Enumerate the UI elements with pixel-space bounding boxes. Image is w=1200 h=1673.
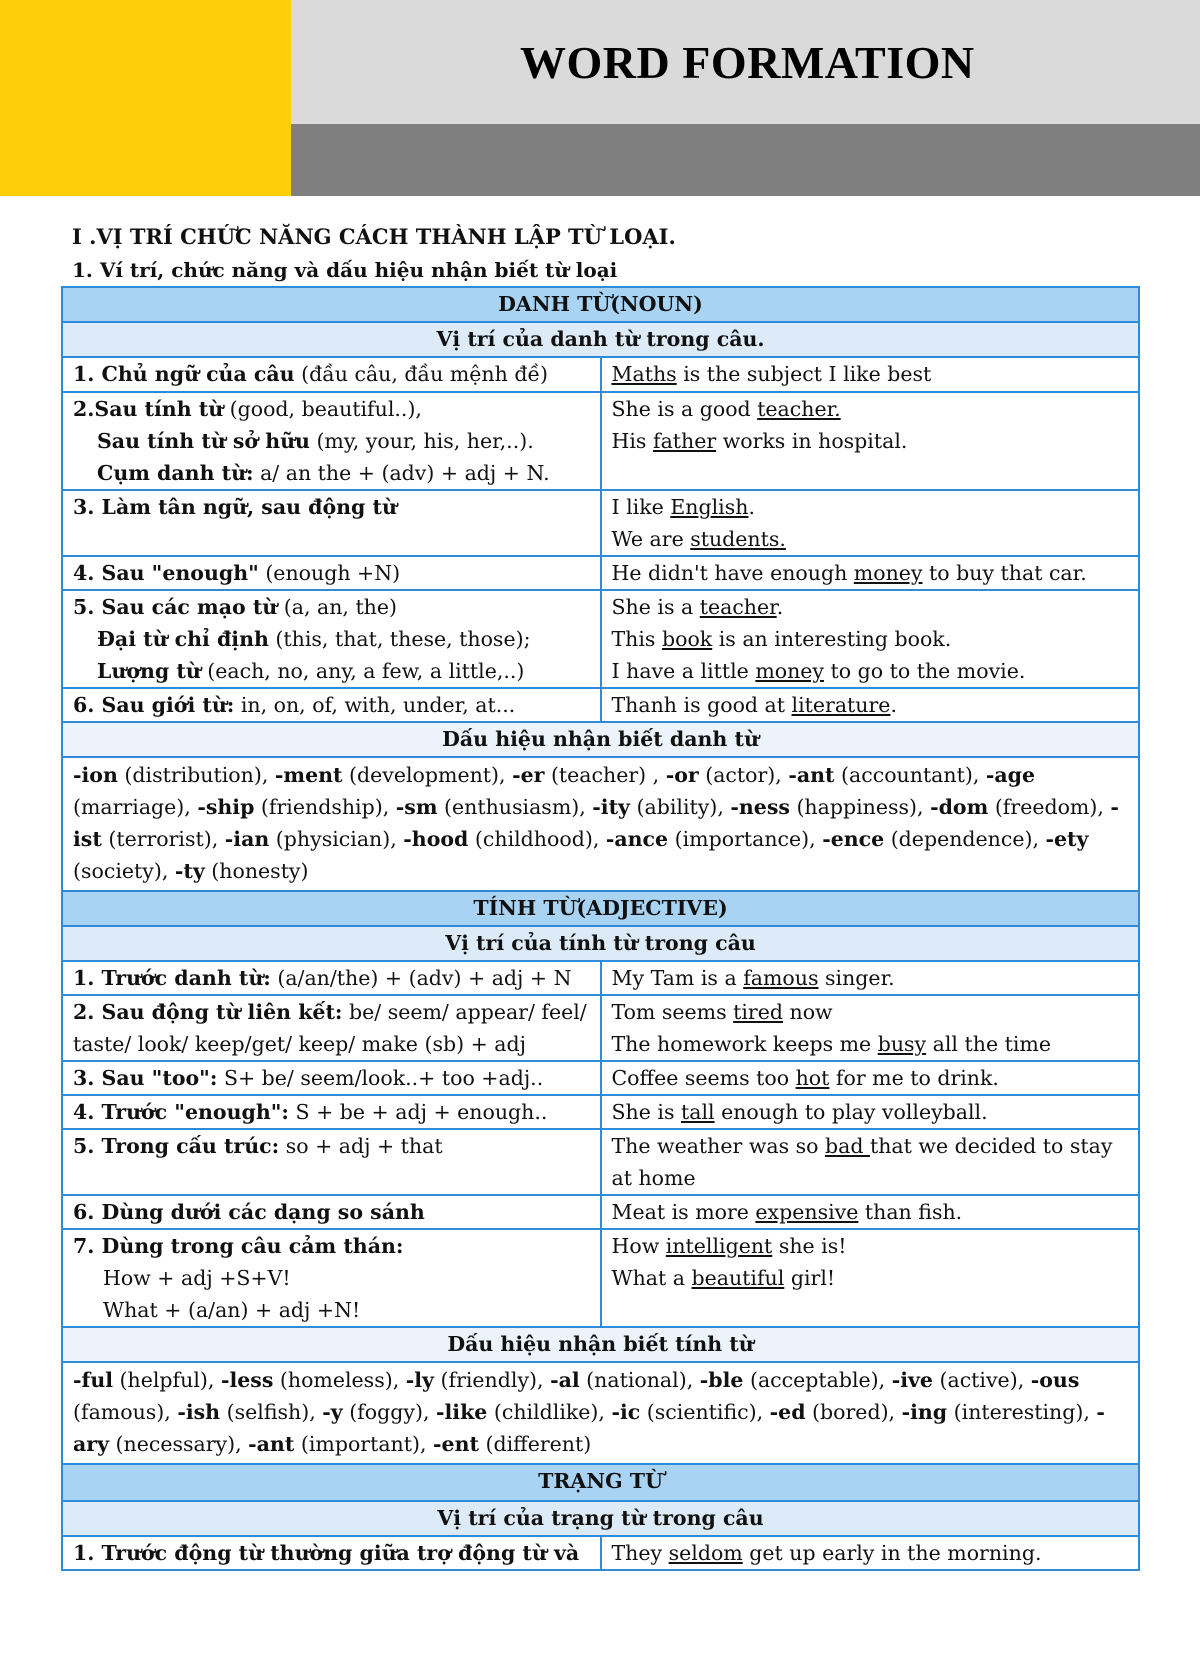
rule-keyword: 1. Trước danh từ: <box>73 966 271 990</box>
noun-rule-line <box>73 393 590 425</box>
example-highlight-word: seldom <box>668 1541 743 1565</box>
suffix: -ing <box>901 1400 948 1424</box>
rule-keyword: Lượng từ <box>97 659 201 683</box>
suffix-example: (interesting), <box>947 1400 1097 1424</box>
noun-rule-cell <box>62 392 601 490</box>
adjective-rule-line <box>73 1196 590 1228</box>
example-text: This <box>611 627 662 651</box>
noun-position-title-row <box>62 322 1139 357</box>
rule-text: (good, beautiful..), <box>223 397 422 421</box>
example-text: The weather was so <box>611 1134 825 1158</box>
rule-keyword: 2.Sau tính từ <box>73 397 224 421</box>
example-highlight-word: students. <box>690 527 786 551</box>
adjective-example-cell <box>601 995 1140 1061</box>
document-title: WORD FORMATION <box>520 37 975 88</box>
adjective-example-cell <box>601 1129 1140 1195</box>
suffix-example: (childlike), <box>487 1400 612 1424</box>
adverb-section-title: TRẠNG TỪ <box>62 1464 1139 1501</box>
rule-text: S+ be/ seem/look..+ too +adj.. <box>217 1066 544 1090</box>
noun-row <box>62 556 1139 590</box>
example-text: that we decided to stay <box>869 1134 1113 1158</box>
word-formation-table <box>61 286 1140 1571</box>
adjective-rule-cell <box>62 1095 601 1129</box>
adjective-row <box>62 1095 1139 1129</box>
suffix: -less <box>220 1368 274 1392</box>
suffix: -ed <box>769 1400 806 1424</box>
suffix: -ty <box>174 859 205 883</box>
adjective-signs-title-row <box>62 1327 1139 1362</box>
adjective-rule-line <box>73 962 590 994</box>
header-yellow-block <box>0 0 291 196</box>
suffix: -ish <box>177 1400 221 1424</box>
adjective-signs-text <box>62 1362 1139 1464</box>
suffix-example: (physician), <box>269 827 404 851</box>
noun-row <box>62 490 1139 556</box>
rule-text: (this, that, these, those); <box>268 627 531 651</box>
noun-signs-title-row <box>62 722 1139 757</box>
noun-example-cell <box>601 688 1140 722</box>
adverb-position-title: Vị trí của trạng từ trong câu <box>62 1501 1139 1536</box>
example-text: How <box>611 1234 666 1258</box>
rule-text: S + be + adj + enough.. <box>289 1100 548 1124</box>
example-text: He didn't have enough <box>611 561 854 585</box>
suffix: -al <box>550 1368 580 1392</box>
suffix-example: (terrorist), <box>101 827 225 851</box>
example-text: I like <box>611 495 671 519</box>
adjective-rule-cell <box>62 1129 601 1195</box>
suffix: -ety <box>1045 827 1089 851</box>
adjective-example-cell <box>601 1095 1140 1129</box>
noun-example-cell <box>601 490 1140 556</box>
suffix: -dom <box>930 795 989 819</box>
example-highlight-word: book <box>661 627 713 651</box>
noun-example-line <box>612 491 1129 523</box>
suffix-example: (distribution), <box>117 763 275 787</box>
suffix-example: (actor), <box>698 763 789 787</box>
noun-rule-line <box>73 591 590 623</box>
noun-signs-row <box>62 757 1139 891</box>
noun-example-cell <box>601 590 1140 688</box>
rule-keyword: 7. Dùng trong câu cảm thán: <box>73 1234 404 1258</box>
noun-rule-cell <box>62 490 601 556</box>
noun-rule-line <box>73 358 590 390</box>
adjective-row <box>62 1129 1139 1195</box>
example-highlight-word: money <box>853 561 923 585</box>
suffix: -ary <box>73 1400 1105 1456</box>
noun-example-line <box>612 689 1129 721</box>
adverb-example-cell <box>601 1536 1140 1570</box>
adjective-rule-cell <box>62 961 601 995</box>
suffix-example: (dependence), <box>884 827 1046 851</box>
rule-text: (a/an/the) + (adv) + adj + N <box>270 966 572 990</box>
example-text: . <box>748 495 755 519</box>
rule-text: How + adj +S+V! <box>103 1266 291 1290</box>
adjective-rule-line <box>73 1130 590 1162</box>
suffix-example: (important), <box>294 1432 434 1456</box>
rule-text: (each, no, any, a few, a little,..) <box>200 659 525 683</box>
noun-example-line <box>612 358 1129 390</box>
suffix-example: (necessary), <box>109 1432 249 1456</box>
noun-row <box>62 590 1139 688</box>
noun-rule-line <box>73 557 590 589</box>
suffix: -y <box>322 1400 343 1424</box>
suffix-example: (enthusiasm), <box>437 795 593 819</box>
example-text: to buy that car. <box>922 561 1087 585</box>
example-text: My Tam is a <box>611 966 744 990</box>
rule-keyword: 1. Chủ ngữ của câu <box>73 362 295 386</box>
noun-rule-cell <box>62 688 601 722</box>
suffix: -ity <box>592 795 630 819</box>
adjective-rule-cell <box>62 1229 601 1327</box>
noun-row <box>62 392 1139 490</box>
adjective-example-line <box>612 1262 1129 1294</box>
suffix: -ment <box>274 763 343 787</box>
suffix: -ent <box>433 1432 479 1456</box>
adjective-rule-line <box>73 1096 590 1128</box>
rule-keyword: Đại từ chỉ định <box>97 627 269 651</box>
example-text: now <box>783 1000 833 1024</box>
noun-example-line <box>612 523 1129 555</box>
suffix: -ic <box>611 1400 641 1424</box>
suffix-example: (helpful), <box>113 1368 221 1392</box>
example-text: is an interesting book. <box>712 627 952 651</box>
example-highlight-word: teacher <box>699 595 777 619</box>
suffix-example: (marriage), <box>73 795 198 819</box>
noun-rule-cell <box>62 357 601 392</box>
adjective-rule-cell <box>62 1061 601 1095</box>
example-text: The homework keeps me <box>611 1032 878 1056</box>
example-text: singer. <box>818 966 895 990</box>
noun-signs-text <box>62 757 1139 891</box>
adjective-example-line <box>612 1028 1129 1060</box>
suffix-example: (accountant), <box>834 763 986 787</box>
example-text: than fish. <box>858 1200 963 1224</box>
adjective-rule-cell <box>62 995 601 1061</box>
noun-rule-line <box>73 457 590 489</box>
example-text: They <box>611 1541 669 1565</box>
sub-heading-number: 1. <box>72 258 93 282</box>
example-text: at home <box>611 1166 696 1190</box>
suffix: -sm <box>395 795 438 819</box>
rule-keyword: Sau tính từ sở hữu <box>97 429 310 453</box>
noun-section-title: DANH TỪ(NOUN) <box>62 287 1139 322</box>
adjective-section-title: TÍNH TỪ(ADJECTIVE) <box>62 891 1139 926</box>
rule-text: (a, an, the) <box>277 595 398 619</box>
rule-text: What + (a/an) + adj +N! <box>103 1298 361 1322</box>
adjective-example-line <box>612 1162 1129 1194</box>
suffix: -or <box>665 763 699 787</box>
noun-example-cell <box>601 392 1140 490</box>
adverb-section-title-row <box>62 1464 1139 1501</box>
example-highlight-word: father <box>652 429 717 453</box>
suffix: -ous <box>1030 1368 1080 1392</box>
adverb-example-line <box>612 1537 1129 1569</box>
adjective-row <box>62 995 1139 1061</box>
noun-example-line <box>612 591 1129 623</box>
suffix: -ful <box>73 1368 114 1392</box>
suffix-example: (importance), <box>668 827 823 851</box>
example-highlight-word: hot <box>795 1066 830 1090</box>
suffix: -ant <box>788 763 835 787</box>
suffix: -ist <box>73 795 1119 851</box>
suffix-example: (friendship), <box>254 795 396 819</box>
example-text: to go to the movie. <box>824 659 1026 683</box>
example-text: . <box>890 693 897 717</box>
rule-keyword: 2. Sau động từ liên kết: <box>73 1000 343 1024</box>
suffix: -hood <box>403 827 469 851</box>
noun-example-line <box>612 557 1129 589</box>
suffix: -er <box>512 763 545 787</box>
sub-heading-text: Ví trí, chức năng và dấu hiệu nhận biết từ loại <box>92 258 618 282</box>
example-text: is the subject I like best <box>676 362 932 386</box>
noun-signs-title: Dấu hiệu nhận biết danh từ <box>62 722 1139 757</box>
adjective-example-line <box>612 996 1129 1028</box>
adjective-example-line <box>612 1062 1129 1094</box>
example-text: girl! <box>784 1266 836 1290</box>
noun-rule-cell <box>62 590 601 688</box>
suffix-example: (active), <box>932 1368 1031 1392</box>
example-highlight-word: busy <box>877 1032 927 1056</box>
adjective-rule-cell <box>62 1195 601 1229</box>
suffix-example: (development), <box>342 763 513 787</box>
suffix-example: (bored), <box>805 1400 902 1424</box>
noun-position-title: Vị trí của danh từ trong câu. <box>62 322 1139 357</box>
adjective-signs-title: Dấu hiệu nhận biết tính từ <box>62 1327 1139 1362</box>
adjective-example-cell <box>601 1061 1140 1095</box>
example-highlight-word: expensive <box>755 1200 859 1224</box>
example-text: for me to drink. <box>829 1066 999 1090</box>
example-text: she is! <box>772 1234 847 1258</box>
example-highlight-word: tired <box>733 1000 783 1024</box>
rule-keyword: 3. Làm tân ngữ, sau động từ <box>73 495 397 519</box>
rule-keyword: 4. Sau "enough" <box>73 561 259 585</box>
adjective-example-cell <box>601 961 1140 995</box>
adjective-position-title-row <box>62 926 1139 961</box>
example-text: She is a good <box>611 397 758 421</box>
rule-text: a/ an the + (adv) + adj + N. <box>253 461 550 485</box>
rule-text: (my, your, his, her,..). <box>309 429 534 453</box>
adjective-example-line <box>612 1196 1129 1228</box>
rule-keyword: 5. Trong cấu trúc: <box>73 1134 280 1158</box>
rule-text: so + adj + that <box>279 1134 443 1158</box>
suffix: -ence <box>822 827 885 851</box>
suffix-example: (honesty) <box>204 859 309 883</box>
example-text: She is <box>611 1100 681 1124</box>
adjective-row <box>62 1229 1139 1327</box>
noun-example-line <box>612 393 1129 425</box>
example-text: Thanh is good at <box>611 693 792 717</box>
suffix: -ship <box>197 795 255 819</box>
adjective-rule-line <box>73 1230 590 1262</box>
example-text: works in hospital. <box>716 429 908 453</box>
rule-text: (đầu câu, đầu mệnh đề) <box>294 362 549 386</box>
adjective-rule-line <box>73 1062 590 1094</box>
adjective-example-line <box>612 1230 1129 1262</box>
example-highlight-word: beautiful <box>691 1266 785 1290</box>
example-text: all the time <box>926 1032 1051 1056</box>
suffix: -like <box>435 1400 488 1424</box>
noun-row <box>62 357 1139 392</box>
rule-text: taste/ look/ keep/get/ keep/ make (sb) + adj <box>73 1032 527 1056</box>
rule-keyword: 6. Sau giới từ: <box>73 693 235 717</box>
example-highlight-word: Maths <box>611 362 677 386</box>
noun-rule-cell <box>62 556 601 590</box>
adjective-rule-line <box>73 1294 590 1326</box>
example-highlight-word: literature <box>791 693 891 717</box>
noun-example-line <box>612 655 1129 687</box>
suffix-example: (friendly), <box>433 1368 551 1392</box>
suffix-example: (foggy), <box>342 1400 436 1424</box>
rule-text: be/ seem/ appear/ feel/ <box>342 1000 587 1024</box>
adjective-example-line <box>612 962 1129 994</box>
example-text: . <box>776 595 784 619</box>
example-highlight-word: intelligent <box>665 1234 773 1258</box>
noun-rule-line <box>73 623 590 655</box>
adjective-rule-line <box>73 1028 590 1060</box>
example-text: What a <box>611 1266 692 1290</box>
suffix-example: (different) <box>478 1432 592 1456</box>
adjective-row <box>62 1195 1139 1229</box>
adjective-example-line <box>612 1096 1129 1128</box>
example-text: Meat is more <box>611 1200 756 1224</box>
adjective-position-title: Vị trí của tính từ trong câu <box>62 926 1139 961</box>
noun-rule-line <box>73 689 590 721</box>
rule-keyword: 6. Dùng dưới các dạng so sánh <box>73 1200 425 1224</box>
suffix-example: (famous), <box>73 1400 178 1424</box>
section-heading: I .VỊ TRÍ CHỨC NĂNG CÁCH THÀNH LẬP TỪ LOẠI. <box>72 224 676 249</box>
rule-keyword: 5. Sau các mạo từ <box>73 595 278 619</box>
rule-keyword: Cụm danh từ: <box>97 461 254 485</box>
header-dark-gray-band <box>291 124 1200 196</box>
word-formation-table-body <box>62 287 1139 1570</box>
adjective-rule-line <box>73 1262 590 1294</box>
adverb-row <box>62 1536 1139 1570</box>
suffix: -ive <box>891 1368 933 1392</box>
noun-example-cell <box>601 556 1140 590</box>
example-text: She is a <box>611 595 700 619</box>
suffix: -ion <box>73 763 118 787</box>
suffix-example: (freedom), <box>988 795 1111 819</box>
noun-rule-line <box>73 491 590 523</box>
suffix-example: (scientific), <box>640 1400 770 1424</box>
noun-rule-line <box>73 425 590 457</box>
suffix-example: (selfish), <box>220 1400 323 1424</box>
suffix: -ant <box>248 1432 295 1456</box>
adjective-row <box>62 1061 1139 1095</box>
example-text: Coffee seems too <box>611 1066 796 1090</box>
adverb-rule-cell <box>62 1536 601 1570</box>
rule-keyword: 3. Sau "too": <box>73 1066 218 1090</box>
rule-text: (enough +N) <box>258 561 401 585</box>
noun-section-title-row <box>62 287 1139 322</box>
suffix: -ian <box>224 827 270 851</box>
adjective-signs-row <box>62 1362 1139 1464</box>
example-highlight-word: tall <box>681 1100 715 1124</box>
noun-example-line <box>612 623 1129 655</box>
suffix-example: (acceptable), <box>743 1368 892 1392</box>
example-text: enough to play volleyball. <box>714 1100 988 1124</box>
noun-example-cell <box>601 357 1140 392</box>
suffix-example: (society), <box>73 859 175 883</box>
suffix: -ble <box>699 1368 744 1392</box>
suffix-example: (teacher) , <box>544 763 666 787</box>
noun-row <box>62 688 1139 722</box>
suffix: -age <box>985 763 1036 787</box>
example-text: I have a little <box>611 659 756 683</box>
adverb-rule-line <box>73 1537 590 1569</box>
suffix: -ness <box>730 795 790 819</box>
example-text: We are <box>611 527 691 551</box>
example-highlight-word: bad <box>825 1134 870 1158</box>
adjective-rule-line <box>73 996 590 1028</box>
suffix: -ly <box>405 1368 434 1392</box>
rule-keyword: 1. Trước động từ thường giữa trợ động từ và <box>73 1541 580 1565</box>
example-text: Tom seems <box>611 1000 734 1024</box>
example-text: His <box>611 429 653 453</box>
suffix-example: (homeless), <box>273 1368 406 1392</box>
adjective-example-cell <box>601 1229 1140 1327</box>
adjective-section-title-row <box>62 891 1139 926</box>
adjective-row <box>62 961 1139 995</box>
rule-keyword: 4. Trước "enough": <box>73 1100 289 1124</box>
noun-example-line <box>612 425 1129 457</box>
sub-heading <box>72 258 617 282</box>
suffix-example: (ability), <box>629 795 731 819</box>
suffix-example: (national), <box>579 1368 700 1392</box>
example-highlight-word: English <box>670 495 749 519</box>
example-highlight-word: famous <box>743 966 819 990</box>
example-highlight-word: teacher. <box>757 397 841 421</box>
suffix-example: (happiness), <box>789 795 931 819</box>
adjective-example-cell <box>601 1195 1140 1229</box>
suffix: -ance <box>605 827 669 851</box>
suffix-example: (childhood), <box>468 827 606 851</box>
adjective-example-line <box>612 1130 1129 1162</box>
adverb-position-title-row <box>62 1501 1139 1536</box>
example-text: get up early in the morning. <box>742 1541 1042 1565</box>
noun-rule-line <box>73 655 590 687</box>
example-highlight-word: money <box>755 659 825 683</box>
rule-text: in, on, of, with, under, at... <box>234 693 516 717</box>
